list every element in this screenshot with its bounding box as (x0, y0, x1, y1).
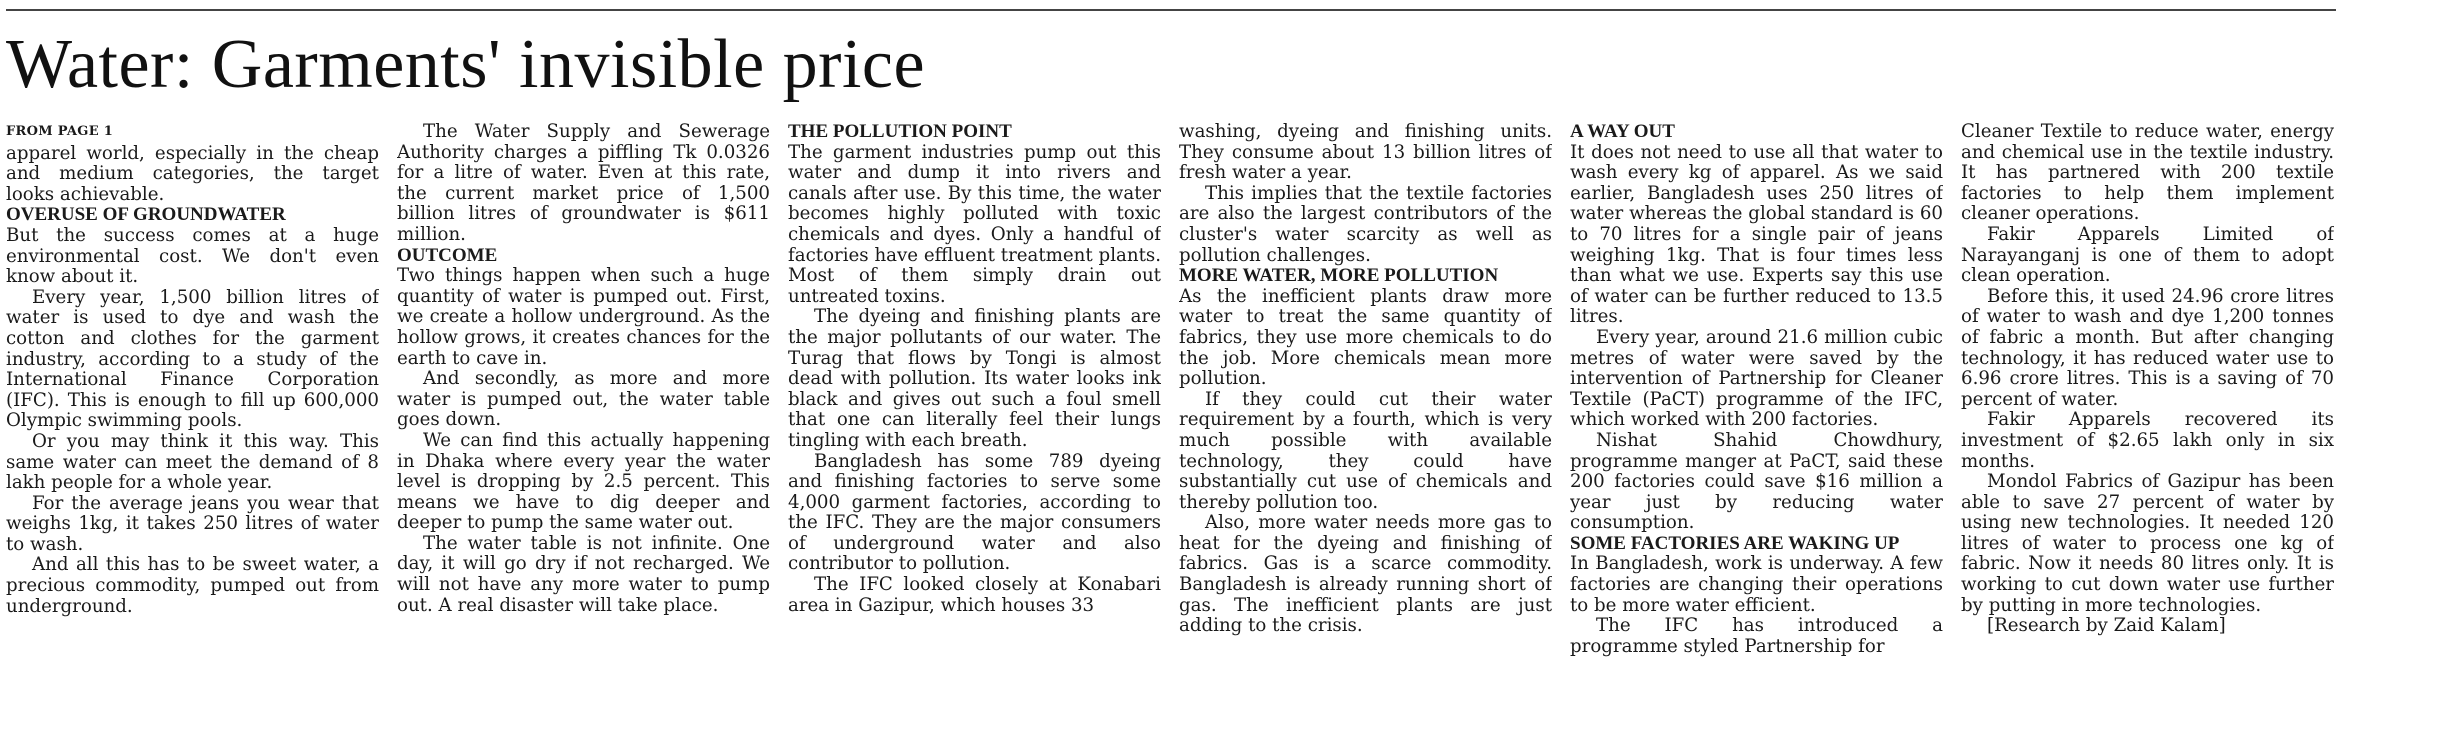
paragraph: And all this has to be sweet water, a precious commodity, pumped out from underground. (6, 554, 379, 617)
paragraph: The water table is not infinite. One day, it will go dry if not recharged. We will not have any more water to pump out. A real disaster will take place. (397, 532, 770, 616)
subheading: SOME FACTORIES ARE WAKING UP (1570, 532, 1900, 554)
paragraph: It does not need to use all that water to wash every kg of apparel. As we said earlier, Bangladesh uses 250 litres of water whereas the global standard is 60 to 70 litres for a single pair of jeans weighing 1kg. That is four times less than what we use. Experts say this use of water can be further reduced to 13.5 litres. (1570, 141, 1943, 328)
column-3 (788, 122, 1161, 732)
paragraph: The IFC has introduced a programme styled Partnership for (1570, 615, 1943, 657)
subheading: MORE WATER, MORE POLLUTION (1179, 265, 1499, 287)
paragraph: washing, dyeing and finishing units. They consume about 13 billion litres of fresh water a year. (1179, 122, 1552, 184)
subheading: A WAY OUT (1570, 122, 1675, 142)
column-1 (6, 122, 379, 732)
paragraph: Fakir Apparels recovered its investment of $2.65 lakh only in six months. (1961, 409, 2334, 472)
paragraph: But the success comes at a huge environmental cost. We don't even know about it. (6, 224, 379, 288)
paragraph: Nishat Shahid Chowdhury, programme manger at PaCT, said these 200 factories could save $16 million a year just by reducing water consumption. (1570, 429, 1943, 534)
paragraph: Or you may think it this way. This same water can meet the demand of 8 lakh people for a whole year. (6, 430, 379, 494)
paragraph: The dyeing and finishing plants are the major pollutants of our water. The Turag that flows by Tongi is almost dead with pollution. Its water looks ink black and gives out such a foul smell that one can literally feel their lungs tingling with each breath. (788, 306, 1161, 451)
paragraph: The Water Supply and Sewerage Authority charges a piffling Tk 0.0326 for a litre of water. Even at this rate, the current market price of 1,500 billion litres of groundwater is $611 million. (397, 122, 770, 245)
subheading: THE POLLUTION POINT (788, 122, 1012, 142)
paragraph: apparel world, especially in the cheap and medium categories, the target looks achievable. (6, 142, 379, 205)
paragraph: And secondly, as more and more water is pumped out, the water table goes down. (397, 368, 770, 431)
column-2 (397, 122, 770, 732)
paragraph: The IFC looked closely at Konabari area in Gazipur, which houses 33 (788, 574, 1161, 616)
paragraph: The garment industries pump out this water and dump it into rivers and canals after use. By this time, the water becomes highly polluted with toxic chemicals and dyes. Only a handful of factories have effluent treatment plants. Most of them simply drain out untreated toxins. (788, 141, 1161, 307)
paragraph: In Bangladesh, work is underway. A few factories are changing their operations to be more water efficient. (1570, 553, 1943, 616)
headline: Water: Garments' invisible price (6, 26, 926, 103)
paragraph: Also, more water needs more gas to heat for the dyeing and finishing of fabrics. Gas is a scarce commodity. Bangladesh is already running short of gas. The inefficient plants are just adding to the crisis. (1179, 512, 1552, 637)
paragraph: Mondol Fabrics of Gazipur has been able to save 27 percent of water by using new technologies. It needed 120 litres of water to process one kg of fabric. Now it needs 80 litres only. It is working to cut down water use further by putting in more technologies. (1961, 471, 2334, 616)
column-4 (1179, 122, 1552, 732)
paragraph: Two things happen when such a huge quantity of water is pumped out. First, we create a hollow underground. As the hollow grows, it creates chances for the earth to cave in. (397, 265, 770, 369)
subheading: OUTCOME (397, 244, 498, 266)
paragraph: Fakir Apparels Limited of Narayanganj is one of them to adopt clean operation. (1961, 223, 2334, 287)
paragraph: If they could cut their water requirement by a fourth, which is very much possible with available technology, they could have substantially cut use of chemicals and thereby pollution too. (1179, 388, 1552, 513)
paragraph: As the inefficient plants draw more water to treat the same quantity of fabrics, they use more chemicals to do the job. More chemicals mean more pollution. (1179, 285, 1552, 390)
paragraph: We can find this actually happening in Dhaka where every year the water level is dropping by 2.5 percent. This means we have to dig deeper and deeper to pump the same water out. (397, 429, 770, 534)
column-6 (1961, 122, 2334, 732)
paragraph: This implies that the textile factories are also the largest contributors of the cluster's water scarcity as well as pollution challenges. (1179, 182, 1552, 266)
continued-from-kicker: FROM PAGE 1 (6, 124, 114, 139)
paragraph: Bangladesh has some 789 dyeing and finishing factories to serve some 4,000 garment factories, according to the IFC. They are the major consumers of underground water and also contributor to pollution. (788, 450, 1161, 575)
article-columns (6, 122, 2336, 732)
paragraph: Every year, around 21.6 million cubic metres of water were saved by the intervention of Partnership for Cleaner Textile (PaCT) programme of the IFC, which worked with 200 factories. (1570, 326, 1943, 431)
paragraph: [Research by Zaid Kalam] (1987, 615, 2226, 637)
subheading: OVERUSE OF GROUNDWATER (6, 204, 286, 226)
paragraph: Before this, it used 24.96 crore litres of water to wash and dye 1,200 tonnes of fabric a month. But after changing technology, it has reduced water use to 6.96 crore litres. This is a saving of 70 percent of water. (1961, 285, 2334, 410)
column-5 (1570, 122, 1943, 732)
top-rule (6, 9, 2336, 11)
paragraph: Cleaner Textile to reduce water, energy and chemical use in the textile industry. It has partnered with 200 textile factories to help them implement cleaner operations. (1961, 122, 2334, 225)
paragraph: Every year, 1,500 billion litres of water is used to dye and wash the cotton and clothes for the garment industry, according to a study of the International Finance Corporation (IFC). This is enough to fill up 600,000 Olympic swimming pools. (6, 286, 379, 432)
paragraph: For the average jeans you wear that weighs 1kg, it takes 250 litres of water to wash. (6, 492, 379, 555)
